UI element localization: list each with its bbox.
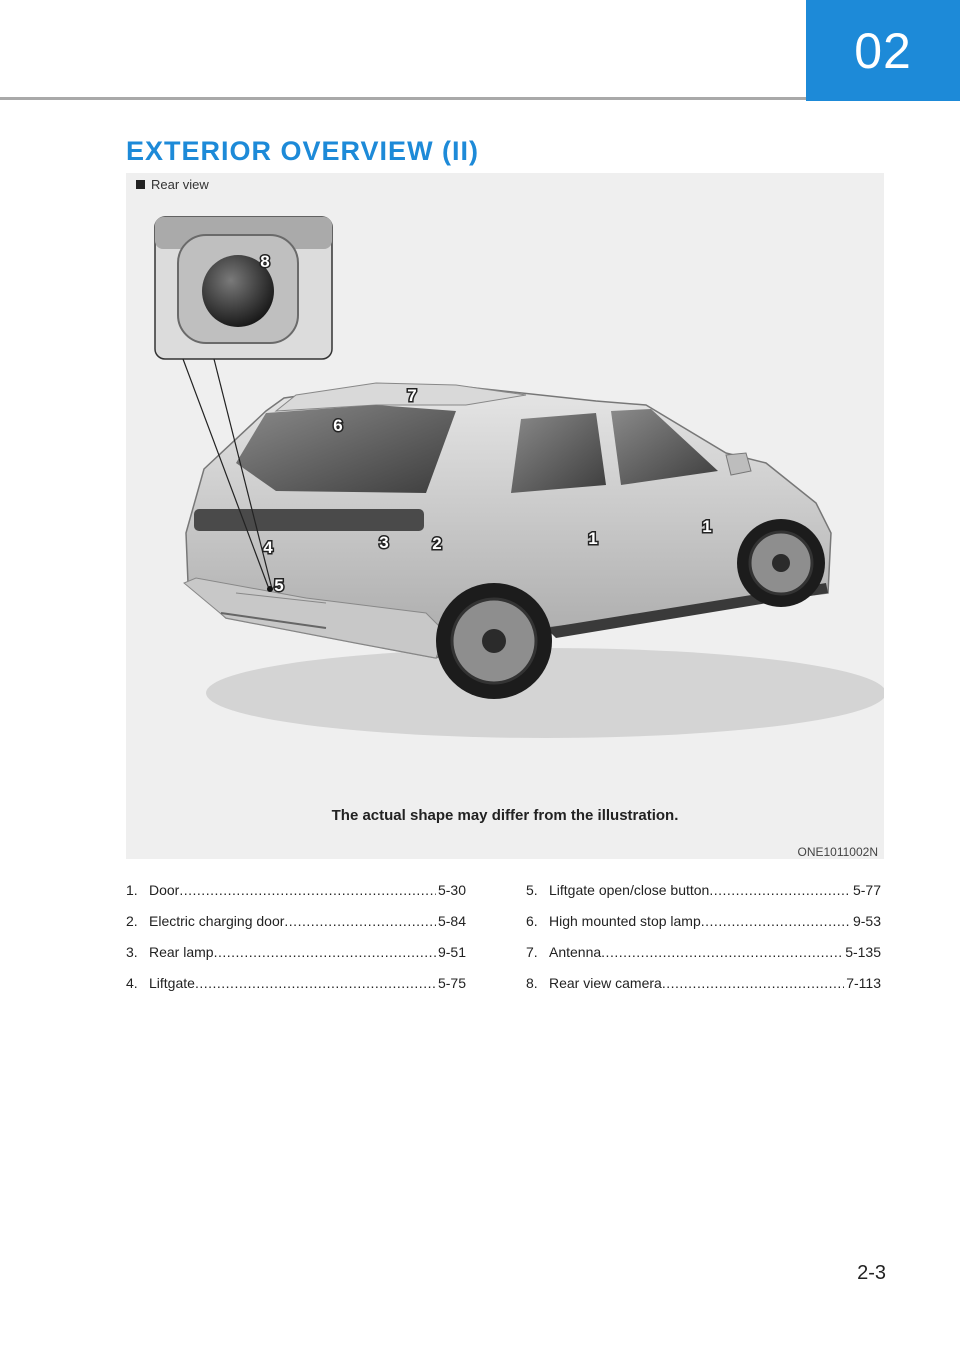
callout-6: 6	[333, 416, 343, 435]
figure-label	[136, 177, 209, 192]
legend-item: 2. Electric charging door ..... 5-84	[126, 913, 466, 944]
chapter-tab: 02	[806, 0, 960, 101]
section-title: EXTERIOR OVERVIEW (II)	[126, 136, 480, 166]
callout-5: 5	[274, 576, 284, 595]
bullet-square-icon	[136, 180, 145, 189]
figure-label-text: Rear view	[151, 177, 209, 192]
legend-item: 8. Rear view camera ..... 7-113	[526, 975, 881, 1006]
legend-right	[526, 882, 881, 1006]
callout-2: 2	[432, 534, 442, 553]
rear-view-figure	[126, 173, 884, 859]
legend-left	[126, 882, 466, 1006]
legend-item: 3. Rear lamp ..... 9-51	[126, 944, 466, 975]
callout-1a: 1	[588, 529, 598, 548]
figure-code: ONE1011002N	[797, 845, 878, 859]
legend-item: 7. Antenna ..... 5-135	[526, 944, 881, 975]
callout-3: 3	[379, 533, 389, 552]
legend-item: 4. Liftgate ..... 5-75	[126, 975, 466, 1006]
legend-item: 1. Door ..... 5-30	[126, 882, 466, 913]
legend-item: 6. High mounted stop lamp ..... 9-53	[526, 913, 881, 944]
figure-disclaimer: The actual shape may differ from the illustration.	[331, 807, 679, 824]
callout-4: 4	[263, 538, 273, 557]
page-number: 2-3	[857, 1262, 886, 1284]
callout-7: 7	[407, 386, 417, 405]
callout-1b: 1	[702, 517, 712, 536]
car-rear-illustration	[126, 173, 884, 859]
legend-item: 5. Liftgate open/close button ..... 5-77	[526, 882, 881, 913]
header-rule	[0, 97, 806, 100]
callout-8: 8	[260, 252, 270, 271]
